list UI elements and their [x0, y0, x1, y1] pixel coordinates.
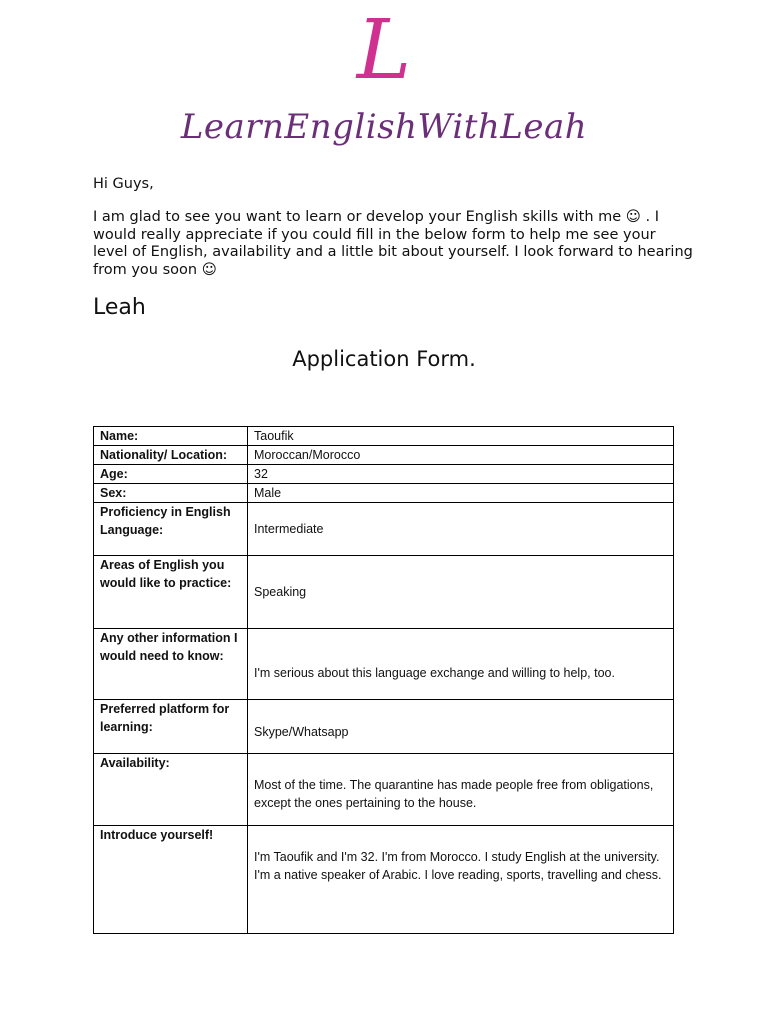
form-row-nationality: [94, 446, 674, 465]
form-row-age: [94, 465, 674, 484]
form-label: Proficiency in English Language:: [94, 503, 248, 556]
form-label: Age:: [94, 465, 248, 484]
form-value-areas: Speaking: [248, 556, 674, 629]
form-label: Any other information I would need to know:: [94, 629, 248, 700]
form-title: Application Form.: [292, 347, 476, 371]
letter-greeting: Hi Guys,: [93, 176, 154, 192]
form-row-other-info: [94, 629, 674, 700]
form-value-age: 32: [248, 465, 674, 484]
form-value-introduce: I'm Taoufik and I'm 32. I'm from Morocco. I study English at the university. I'm a native speaker of Arabic. I love reading, sports, travelling and chess.: [248, 826, 674, 934]
form-row-sex: [94, 484, 674, 503]
form-value-other-info: I'm serious about this language exchange and willing to help, too.: [248, 629, 674, 700]
form-row-areas: [94, 556, 674, 629]
form-value-nationality: Moroccan/Morocco: [248, 446, 674, 465]
letter-intro: I am glad to see you want to learn or develop your English skills with me ☺ . I would really appreciate if you could fill in the below form to help me see your level of English, availability and a little bit about yourself. I look forward to hearing from you soon ☺: [93, 209, 693, 278]
form-label: Name:: [94, 427, 248, 446]
form-label: Preferred platform for learning:: [94, 700, 248, 754]
letter-signature: Leah: [93, 295, 146, 320]
form-label: Introduce yourself!: [94, 826, 248, 934]
application-form-table: [93, 426, 674, 934]
form-value-proficiency: Intermediate: [248, 503, 674, 556]
form-value-availability: Most of the time. The quarantine has made people free from obligations, except the ones pertaining to the house.: [248, 754, 674, 826]
form-row-introduce: [94, 826, 674, 934]
form-label: Sex:: [94, 484, 248, 503]
form-value-sex: Male: [248, 484, 674, 503]
logo-letter: L: [356, 3, 412, 98]
form-row-availability: [94, 754, 674, 826]
form-label: Nationality/ Location:: [94, 446, 248, 465]
form-row-proficiency: [94, 503, 674, 556]
form-value-name: Taoufik: [248, 427, 674, 446]
logo-brand-text: LearnEnglishWithLeah: [180, 107, 588, 147]
form-row-platform: [94, 700, 674, 754]
form-label: Areas of English you would like to practice:: [94, 556, 248, 629]
form-row-name: [94, 427, 674, 446]
form-value-platform: Skype/Whatsapp: [248, 700, 674, 754]
form-label: Availability:: [94, 754, 248, 826]
